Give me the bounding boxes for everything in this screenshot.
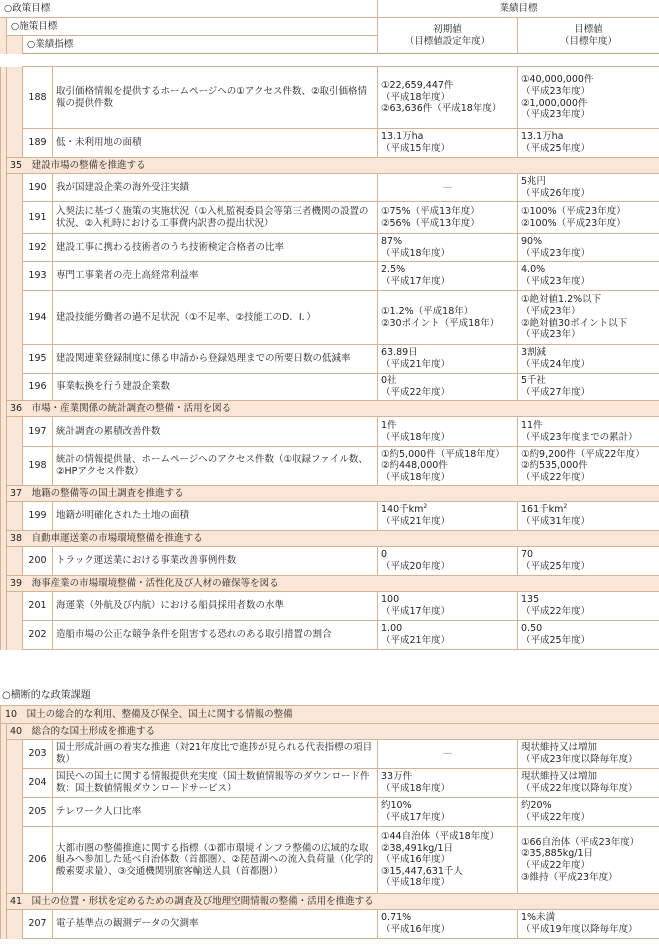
initial-value-line: 13.1万ha <box>381 131 424 143</box>
target-value-line: 5千社 <box>521 375 547 387</box>
initial-value-line: ③15,447,631千人 <box>381 865 463 877</box>
initial-value <box>378 547 518 576</box>
target-value-line: 4.0% <box>521 264 546 276</box>
indicator-description: 取引価格情報を提供するホームページへの①アクセス件数、②取引価格情報の提供件数 <box>53 67 378 129</box>
indent-cell <box>7 174 23 202</box>
target-value-line: （平成25年度） <box>521 143 591 154</box>
header-initial-l2: （目標値設定年度） <box>404 36 491 47</box>
header-goal <box>517 18 659 54</box>
initial-value <box>378 910 518 939</box>
target-value <box>518 740 659 769</box>
header-goal-l1: 目標値 <box>574 24 603 36</box>
header-initial <box>377 18 517 54</box>
indent-cell <box>7 769 23 798</box>
indent-cell <box>7 740 23 769</box>
initial-value-line: （平成22年度） <box>381 387 451 398</box>
table-row <box>1 827 659 894</box>
indicator-table-1 <box>0 66 659 650</box>
indicator-number: 199 <box>23 502 53 531</box>
target-value-line: 135 <box>521 594 540 606</box>
initial-value-line: ①22,659,447件 <box>381 80 454 92</box>
group-title <box>7 486 659 502</box>
table-row <box>1 291 659 345</box>
target-value <box>518 621 659 650</box>
target-value-line: 11件 <box>521 419 543 431</box>
group-title-text: 41 国土の位置・形状を定めるための調査及び地理空間情報の整備・活用を推進する <box>10 895 374 907</box>
target-value-line: ①100%（平成23年度） <box>521 205 626 217</box>
indicator-number: 192 <box>23 234 53 262</box>
indent-cell <box>7 621 23 650</box>
table-row <box>1 234 659 262</box>
target-value-line: （平成22年度） <box>521 606 591 617</box>
indicator-description: トラック運送業における事業改善事例件数 <box>53 547 378 576</box>
target-value <box>518 262 659 291</box>
target-value-line: ③維持（平成23年度） <box>521 871 618 883</box>
group-title-text: 35 建設市場の整備を推進する <box>10 159 146 171</box>
target-value <box>518 447 659 486</box>
initial-value-line: （平成17年度） <box>381 276 451 287</box>
target-value-line: （平成25年度） <box>521 635 591 646</box>
header-indicator-text: ○業績指標 <box>27 39 74 51</box>
initial-value <box>378 798 518 827</box>
indicator-description: 入契法に基づく施策の実施状況（①入札監視委員会等第三者機関の設置の状況、②入札時における工事費内訳書の提出状況） <box>53 202 378 234</box>
indicator-number: 193 <box>23 262 53 291</box>
table-row <box>1 262 659 291</box>
indicator-description: 造船市場の公正な競争条件を阻害する恐れのある取引措置の割合 <box>53 621 378 650</box>
initial-value-line: （平成18年度） <box>381 471 451 483</box>
indent-cell <box>7 345 23 374</box>
header-target <box>377 0 659 18</box>
target-value <box>518 291 659 345</box>
initial-value <box>378 345 518 374</box>
initial-value <box>378 174 518 202</box>
indicator-description: 海運業（外航及び内航）における船員採用者数の水準 <box>53 592 378 621</box>
group-title <box>7 724 659 740</box>
target-value <box>518 910 659 939</box>
initial-value <box>378 621 518 650</box>
initial-value <box>378 740 518 769</box>
header-target-text: 業績目標 <box>499 2 538 14</box>
indicator-description: 統計調査の累積改善件数 <box>53 417 378 447</box>
initial-value <box>378 827 518 894</box>
target-value-line: （平成23年度） <box>521 276 591 287</box>
target-value-line: 約20% <box>521 800 552 812</box>
target-value-line: ①40,000,000件 <box>521 74 594 86</box>
initial-value-line: 33万件 <box>381 771 413 783</box>
group-row <box>1 894 659 910</box>
initial-value-line: ②63,636件（平成18年度） <box>381 103 502 115</box>
table-row <box>1 174 659 202</box>
header-initial-l1: 初期値 <box>433 24 462 36</box>
target-value-line: （平成23年度） <box>521 109 591 121</box>
table-row <box>1 502 659 531</box>
group-title-text: 36 市場・産業関係の統計調査の整備・活用を図る <box>10 402 232 414</box>
target-value-line: （平成23年度以降毎年度） <box>521 754 638 765</box>
indicator-number: 196 <box>23 374 53 401</box>
group-title-text: 39 海事産業の市場環境整備・活性化及び人材の確保等を図る <box>10 577 279 589</box>
initial-value-line: （平成21年度） <box>381 359 451 370</box>
group-title-text: 38 自動車運送業の市場環境整備を推進する <box>10 532 203 544</box>
table-row <box>1 67 659 129</box>
initial-value <box>378 202 518 234</box>
initial-value-line: （平成17年度） <box>381 812 451 823</box>
indicator-number: 190 <box>23 174 53 202</box>
target-value-line: （平成23年度） <box>521 85 591 97</box>
target-value-line: （平成23年度までの累計） <box>521 431 638 443</box>
header-indent-2 <box>6 36 22 54</box>
target-value-line: （平成26年度） <box>521 187 591 199</box>
header-indicator <box>22 36 377 54</box>
target-value-line: （平成22年度以降毎年度） <box>521 783 638 794</box>
indent-cell <box>7 291 23 345</box>
table-row <box>1 202 659 234</box>
target-value <box>518 234 659 262</box>
indent-cell <box>7 262 23 291</box>
group-title-text: 37 地籍の整備等の国土調査を推進する <box>10 487 184 499</box>
indicator-number: 194 <box>23 291 53 345</box>
target-value <box>518 769 659 798</box>
group-row <box>1 158 659 174</box>
target-value <box>518 374 659 401</box>
initial-value-line: （平成21年度） <box>381 635 451 646</box>
initial-value-line: 63.89日 <box>381 347 418 359</box>
indicator-description: 国土形成計画の着実な推進（対21年度比で進捗が見られる代表指標の項目数） <box>53 740 378 769</box>
table-row <box>1 547 659 576</box>
target-value-line: ②100%（平成23年度） <box>521 217 626 229</box>
initial-value-line: （平成18年度） <box>381 431 451 443</box>
table-row <box>1 798 659 827</box>
indicator-number: 200 <box>23 547 53 576</box>
initial-value-line: （平成17年度） <box>381 606 451 617</box>
initial-value-line: — <box>442 748 453 760</box>
indicator-description: 我が国建設企業の海外受注実績 <box>53 174 378 202</box>
group-title <box>7 894 659 910</box>
group-row <box>1 576 659 592</box>
target-value-line: （平成23年度） <box>521 247 591 259</box>
indicator-number: 195 <box>23 345 53 374</box>
target-value <box>518 502 659 531</box>
initial-value-line: ②30ポイント（平成18年） <box>381 317 500 329</box>
target-value-line: 1%未満 <box>521 912 556 924</box>
initial-value-line: （平成18年度） <box>381 247 451 259</box>
initial-value <box>378 262 518 291</box>
initial-value-line: ②約448,000件 <box>381 460 448 472</box>
indent-cell <box>7 502 23 531</box>
target-value <box>518 67 659 129</box>
table-row <box>1 592 659 621</box>
header-measure-goal-text: ○施策目標 <box>11 20 58 32</box>
initial-value-line: ①44自治体（平成18年度） <box>381 831 500 843</box>
initial-value-line: 140千$km^2$ <box>381 503 428 516</box>
target-value-line: 0.50 <box>521 623 543 635</box>
initial-value-line: 0.71% <box>381 912 412 924</box>
initial-value-line: 約10% <box>381 800 412 812</box>
indicator-number: 204 <box>23 769 53 798</box>
indicator-number: 197 <box>23 417 53 447</box>
initial-value <box>378 67 518 129</box>
target-value-line: （平成23年） <box>521 305 581 317</box>
cross-section-title-text: ○横断的な政策課題 <box>2 689 91 701</box>
target-value-line: （平成27年度） <box>521 387 591 398</box>
group-row <box>1 486 659 502</box>
target-value-line: ②約535,000件 <box>521 460 588 472</box>
initial-value-line: ②38,491kg/1日 <box>381 842 454 854</box>
group-row <box>1 401 659 417</box>
initial-value <box>378 447 518 486</box>
indent-cell <box>7 798 23 827</box>
indicator-description: 大都市圏の整備推進に関する指標（①都市環境インフラ整備の広域的な取組みへ参加した延べ自治体数（首都圏）、②琵琶湖への流入負荷量（化学的酸素要求量）、③交通機関別旅客輸送人員（首都圏）） <box>53 827 378 894</box>
indicator-description: 低・未利用地の面積 <box>53 129 378 158</box>
initial-value-line: 0社 <box>381 375 397 387</box>
initial-value-line: （平成15年度） <box>381 143 451 154</box>
indicator-description: 建設関連業登録制度に係る申請から登録処理までの所要日数の低減率 <box>53 345 378 374</box>
indent-cell <box>7 67 23 129</box>
indicator-description: 専門工事業者の売上高経常利益率 <box>53 262 378 291</box>
initial-value <box>378 129 518 158</box>
initial-value <box>378 769 518 798</box>
group-title <box>7 531 659 547</box>
indent-cell <box>7 417 23 447</box>
table-row <box>1 769 659 798</box>
initial-value-line: 1件 <box>381 419 397 431</box>
target-value-line: ②35,885kg/1日 <box>521 848 594 860</box>
indent-cell <box>7 234 23 262</box>
target-value-line: 現状維持又は増加 <box>521 771 598 783</box>
indent-cell <box>7 592 23 621</box>
table-row <box>1 740 659 769</box>
group-title <box>7 158 659 174</box>
indicator-description: 建設工事に携わる技術者のうち技術検定合格者の比率 <box>53 234 378 262</box>
target-value-line: （平成24年度） <box>521 359 591 370</box>
target-value-line: ①約9,200件（平成22年度） <box>521 448 645 460</box>
group-title-text: 40 総合的な国土形成を推進する <box>10 725 156 737</box>
indicator-description: テレワーク人口比率 <box>53 798 378 827</box>
target-value-line: （平成22年度） <box>521 471 591 483</box>
target-value-line: （平成31年度） <box>521 516 591 527</box>
indicator-description: 統計の情報提供量、ホームページへのアクセス件数（①収録ファイル数、②HPアクセス件数） <box>53 447 378 486</box>
group-row <box>1 724 659 740</box>
indicator-description: 地籍が明確化された土地の面積 <box>53 502 378 531</box>
indent-cell <box>7 129 23 158</box>
indicator-number: 206 <box>23 827 53 894</box>
initial-value-line: ②56%（平成13年度） <box>381 217 480 229</box>
initial-value <box>378 592 518 621</box>
table-header <box>0 0 659 54</box>
indicator-number: 191 <box>23 202 53 234</box>
initial-value-line: （平成16年度） <box>381 924 451 935</box>
initial-value <box>378 374 518 401</box>
indent-cell <box>7 910 23 939</box>
table-row <box>1 447 659 486</box>
table-row <box>1 374 659 401</box>
policy-title <box>1 706 659 724</box>
indicator-number: 203 <box>23 740 53 769</box>
table-row <box>1 417 659 447</box>
indicator-description: 国民への国土に関する情報提供充実度（国土数値情報等のダウンロード件数：国土数値情報ダウンロードサービス） <box>53 769 378 798</box>
target-value-line: ②絶対値30ポイント以下 <box>521 317 628 329</box>
initial-value-line: 0 <box>381 549 388 561</box>
target-value-line: ①66自治体（平成23年度） <box>521 836 640 848</box>
group-title <box>7 401 659 417</box>
initial-value-line: 1.00 <box>381 623 403 635</box>
target-value-line: （平成22年度） <box>521 812 591 823</box>
table-row <box>1 910 659 939</box>
header-measure-goal <box>6 18 377 36</box>
target-value <box>518 129 659 158</box>
indicator-number: 205 <box>23 798 53 827</box>
indicator-number: 207 <box>23 910 53 939</box>
target-value <box>518 174 659 202</box>
target-value-line: （平成19年度以降毎年度） <box>521 924 638 935</box>
indent-cell <box>7 202 23 234</box>
initial-value-line: （平成21年度） <box>381 516 451 527</box>
indicator-table-2 <box>0 705 659 939</box>
indicator-number: 188 <box>23 67 53 129</box>
initial-value-line: （平成20年度） <box>381 561 451 572</box>
target-value-line: （平成23年） <box>521 329 581 341</box>
target-value <box>518 798 659 827</box>
target-value <box>518 547 659 576</box>
group-title <box>7 576 659 592</box>
indent-cell <box>7 827 23 894</box>
initial-value-line: — <box>442 181 453 193</box>
indicator-number: 198 <box>23 447 53 486</box>
group-row <box>1 531 659 547</box>
initial-value-line: ①75%（平成13年度） <box>381 205 480 217</box>
initial-value-line: （平成18年度） <box>381 783 451 794</box>
target-value-line: 5兆円 <box>521 175 547 187</box>
indicator-number: 202 <box>23 621 53 650</box>
target-value <box>518 827 659 894</box>
policy-row <box>1 706 659 724</box>
indent-cell <box>7 374 23 401</box>
initial-value <box>378 417 518 447</box>
indent-cell <box>7 447 23 486</box>
initial-value-line: （平成18年度） <box>381 91 451 103</box>
table-row <box>1 129 659 158</box>
indicator-number: 189 <box>23 129 53 158</box>
target-value <box>518 345 659 374</box>
initial-value-line: （平成16年度） <box>381 854 451 866</box>
initial-value-line: 2.5% <box>381 264 406 276</box>
target-value-line: ①絶対値1.2%以下 <box>521 294 602 306</box>
initial-value <box>378 502 518 531</box>
header-goal-l2: （目標年度） <box>559 36 617 47</box>
target-value <box>518 202 659 234</box>
indicator-description: 建設技能労働者の過不足状況（①不足率、②技能工のD．I．） <box>53 291 378 345</box>
indicator-number: 201 <box>23 592 53 621</box>
header-policy-goal <box>0 0 377 18</box>
initial-value-line: 100 <box>381 594 400 606</box>
policy-title-text: 10 国土の総合的な利用、整備及び保全、国土に関する情報の整備 <box>5 708 293 720</box>
target-value <box>518 592 659 621</box>
target-value-line: 現状維持又は増加 <box>521 742 598 754</box>
initial-value <box>378 291 518 345</box>
target-value-line: 3割減 <box>521 347 547 359</box>
initial-value-line: ①1.2%（平成18年） <box>381 305 474 317</box>
table-row <box>1 345 659 374</box>
indicator-description: 事業転換を行う建設企業数 <box>53 374 378 401</box>
header-policy-goal-text: ○政策目標 <box>4 2 51 14</box>
target-value-line: ②1,000,000件 <box>521 97 588 109</box>
cross-section-title <box>0 687 659 705</box>
target-value-line: 13.1万ha <box>521 131 564 143</box>
target-value-line: 161千$km^2$ <box>521 503 568 516</box>
initial-value-line: ①約5,000件（平成18年度） <box>381 448 505 460</box>
target-value-line: 70 <box>521 549 534 561</box>
indicator-description: 電子基準点の観測データの欠測率 <box>53 910 378 939</box>
target-value <box>518 417 659 447</box>
target-value-line: （平成22年度） <box>521 860 591 871</box>
table-row <box>1 621 659 650</box>
initial-value-line: 87% <box>381 235 403 247</box>
initial-value-line: （平成18年度） <box>381 877 451 889</box>
initial-value <box>378 234 518 262</box>
target-value-line: 90% <box>521 235 543 247</box>
target-value-line: （平成25年度） <box>521 561 591 572</box>
indent-cell <box>7 547 23 576</box>
